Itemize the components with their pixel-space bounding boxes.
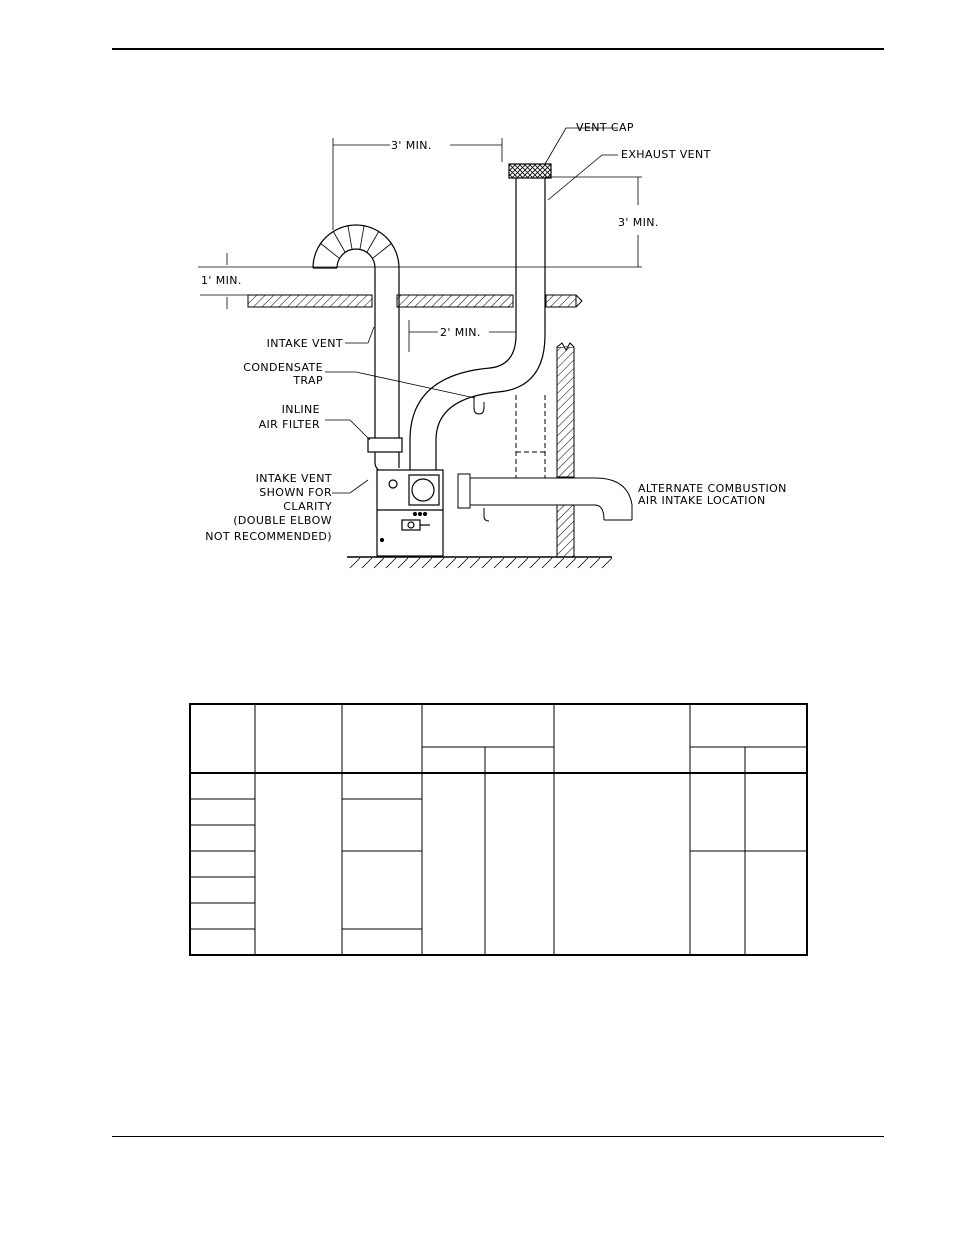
label-exhaust-vent: EXHAUST VENT	[621, 148, 711, 161]
label-alternate-1: ALTERNATE COMBUSTION	[638, 482, 787, 495]
label-2-min: 2' MIN.	[440, 326, 481, 339]
label-condensate-2: TRAP	[293, 374, 323, 387]
label-1-min: 1' MIN.	[201, 274, 242, 287]
label-shown-5: NOT RECOMMENDED)	[205, 530, 332, 543]
label-shown-4: (DOUBLE ELBOW	[233, 514, 332, 527]
footer-rule	[112, 1136, 884, 1137]
label-shown-1: INTAKE VENT	[255, 472, 332, 485]
label-filter-2: AIR FILTER	[258, 418, 320, 431]
label-filter-1: INLINE	[281, 403, 320, 416]
label-condensate-1: CONDENSATE	[243, 361, 323, 374]
label-3-min-right: 3' MIN.	[618, 216, 659, 229]
label-vent-cap: VENT CAP	[576, 121, 634, 134]
label-shown-2: SHOWN FOR	[259, 486, 332, 499]
label-alternate-2: AIR INTAKE LOCATION	[638, 494, 766, 507]
label-intake-vent: INTAKE VENT	[266, 337, 343, 350]
label-3-min-top: 3' MIN.	[391, 139, 432, 152]
label-shown-3: CLARITY	[283, 500, 332, 513]
